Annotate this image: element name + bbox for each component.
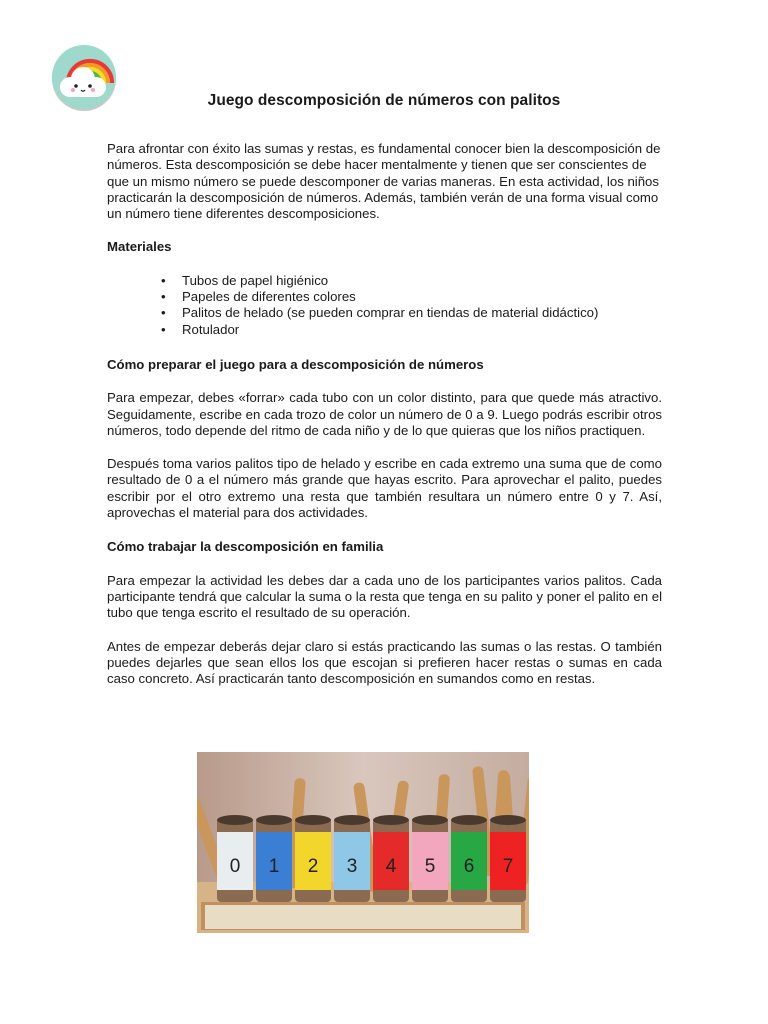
- document-body: [107, 141, 662, 687]
- list-item: • Papeles de diferentes colores: [182, 289, 662, 305]
- tube-number: 6: [463, 856, 475, 877]
- tube: [256, 815, 292, 902]
- tube: [334, 815, 370, 902]
- paragraph: Para empezar la actividad les debes dar a cada uno de los participantes varios palitos. Cada participante tendrá que calcular la suma o la resta que tenga en su palito y poner el palito en el tubo que tenga escrito el resultado de su operación.: [107, 572, 662, 621]
- tube-number: 7: [502, 856, 514, 877]
- materials-heading: Materiales: [107, 239, 172, 255]
- list-item: • Palitos de helado (se pueden comprar en tiendas de material didáctico): [182, 305, 662, 321]
- paragraph: Para empezar, debes «forrar» cada tubo con un color distinto, para que quede más atractivo. Seguidamente, escribe en cada trozo de color un número de 0 a 9. Luego podrás escribir otros números, todo depende del ritmo de cada niño y de lo que quieras que los niños practiquen.: [107, 390, 662, 438]
- section-heading-prepare: Cómo preparar el juego para a descomposición de números: [107, 356, 484, 372]
- paragraph: Después toma varios palitos tipo de helado y escribe en cada extremo una suma que de como resultado de 0 a el número más grande que hayas escrito. Para aprovechar el palito, puedes escribir por el otro extremo una resta que también resultara un número entre 0 y 7. Así, aprovechas el material para dos actividades.: [107, 456, 662, 521]
- paragraph: Antes de empezar deberás dejar claro si estás practicando las sumas o las restas. O también puedes dejarles que sean ellos los que escojan si prefieren hacer restas o sumas en cada caso concreto. Así practicarán tanto descomposición en sumandos como en restas.: [107, 638, 662, 687]
- tube-number: 2: [307, 856, 319, 877]
- tube-number: 0: [229, 856, 241, 877]
- list-item: • Rotulador: [182, 322, 662, 338]
- tube: [373, 815, 409, 902]
- section-heading-family: Cómo trabajar la descomposición en familia: [107, 539, 384, 555]
- tube: [490, 815, 526, 902]
- materials-list: [107, 273, 662, 338]
- tube-number: 1: [268, 856, 280, 877]
- tube-number: 3: [346, 856, 358, 877]
- tube: [412, 815, 448, 902]
- tube-number: 5: [424, 856, 436, 877]
- tubes-photo-illustration: [197, 752, 529, 933]
- intro-paragraph: Para afrontar con éxito las sumas y restas, es fundamental conocer bien la descomposición de números. Esta descomposición se debe hacer mentalmente y tienen que ser conscientes de que un mismo número se puede descomponer de varias maneras. En esta actividad, los niños practicarán la descomposición de números. Además, también verán de una forma visual como un número tiene diferentes descomposiciones.: [107, 141, 661, 222]
- tube-number: 4: [385, 856, 397, 877]
- tube: [451, 815, 487, 902]
- page-title: Juego descomposición de números con palitos: [207, 92, 561, 109]
- tube: [295, 815, 331, 902]
- tube: [217, 815, 253, 902]
- list-item: • Tubos de papel higiénico: [182, 273, 662, 289]
- tubes-photo: [197, 752, 529, 933]
